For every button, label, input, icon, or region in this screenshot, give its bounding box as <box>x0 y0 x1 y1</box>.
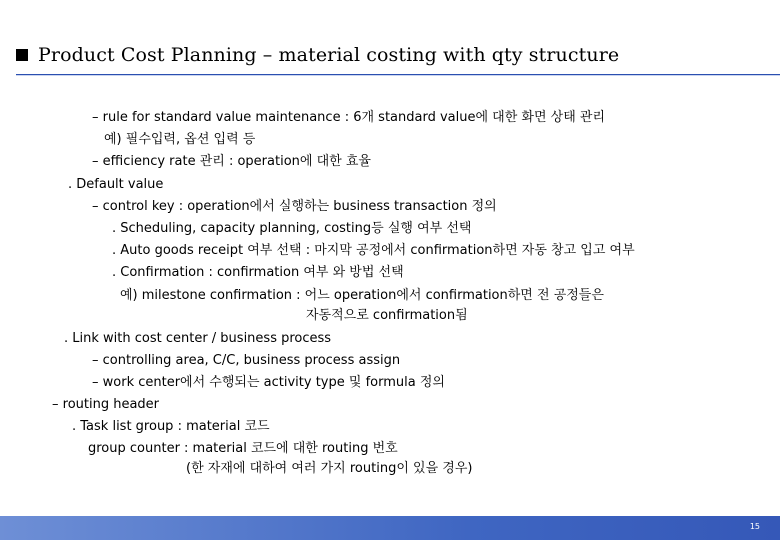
body-line-controlling-area: – controlling area, C/C, business process assign <box>92 353 401 368</box>
body-line-scheduling: . Scheduling, capacity planning, costing등 실행 여부 선택 <box>112 221 472 236</box>
slide-title-row <box>16 44 619 66</box>
body-line-milestone-example: 예) milestone confirmation : 어느 operation에서 confirmation하면 전 공정들은 <box>120 288 604 303</box>
body-line-work-center-activity: – work center에서 수행되는 activity type 및 formula 정의 <box>92 375 445 390</box>
body-line-standard-value-rule: – rule for standard value maintenance : 6개 standard value에 대한 화면 상태 관리 <box>92 110 606 125</box>
body-line-efficiency-rate: – efficiency rate 관리 : operation에 대한 효율 <box>92 154 371 169</box>
body-line-task-list-group: . Task list group : material 코드 <box>72 419 270 434</box>
body-line-routing-header: – routing header <box>52 397 160 412</box>
body-line-group-counter: group counter : material 코드에 대한 routing 번호 <box>88 441 398 456</box>
body-line-auto-confirmation: 자동적으로 confirmation됨 <box>306 308 468 323</box>
body-line-multiple-routings: (한 자재에 대하여 여러 가지 routing이 있을 경우) <box>186 461 473 476</box>
page-number: 15 <box>749 522 760 531</box>
slide-title: Product Cost Planning – material costing with qty structure <box>38 44 620 66</box>
body-line-confirmation: . Confirmation : confirmation 여부 와 방법 선택 <box>112 265 404 280</box>
body-line-control-key: – control key : operation에서 실행하는 business transaction 정의 <box>92 199 497 214</box>
title-bullet-square <box>16 49 28 61</box>
footer-bar <box>0 516 780 540</box>
body-line-auto-goods-receipt: . Auto goods receipt 여부 선택 : 마지막 공정에서 confirmation하면 자동 창고 입고 여부 <box>112 243 635 258</box>
body-line-example-input: 예) 필수입력, 옵션 입력 등 <box>104 132 256 147</box>
body-line-cost-center-link: . Link with cost center / business process <box>64 331 332 346</box>
title-underline <box>16 74 780 75</box>
body-line-default-value: . Default value <box>68 177 164 192</box>
